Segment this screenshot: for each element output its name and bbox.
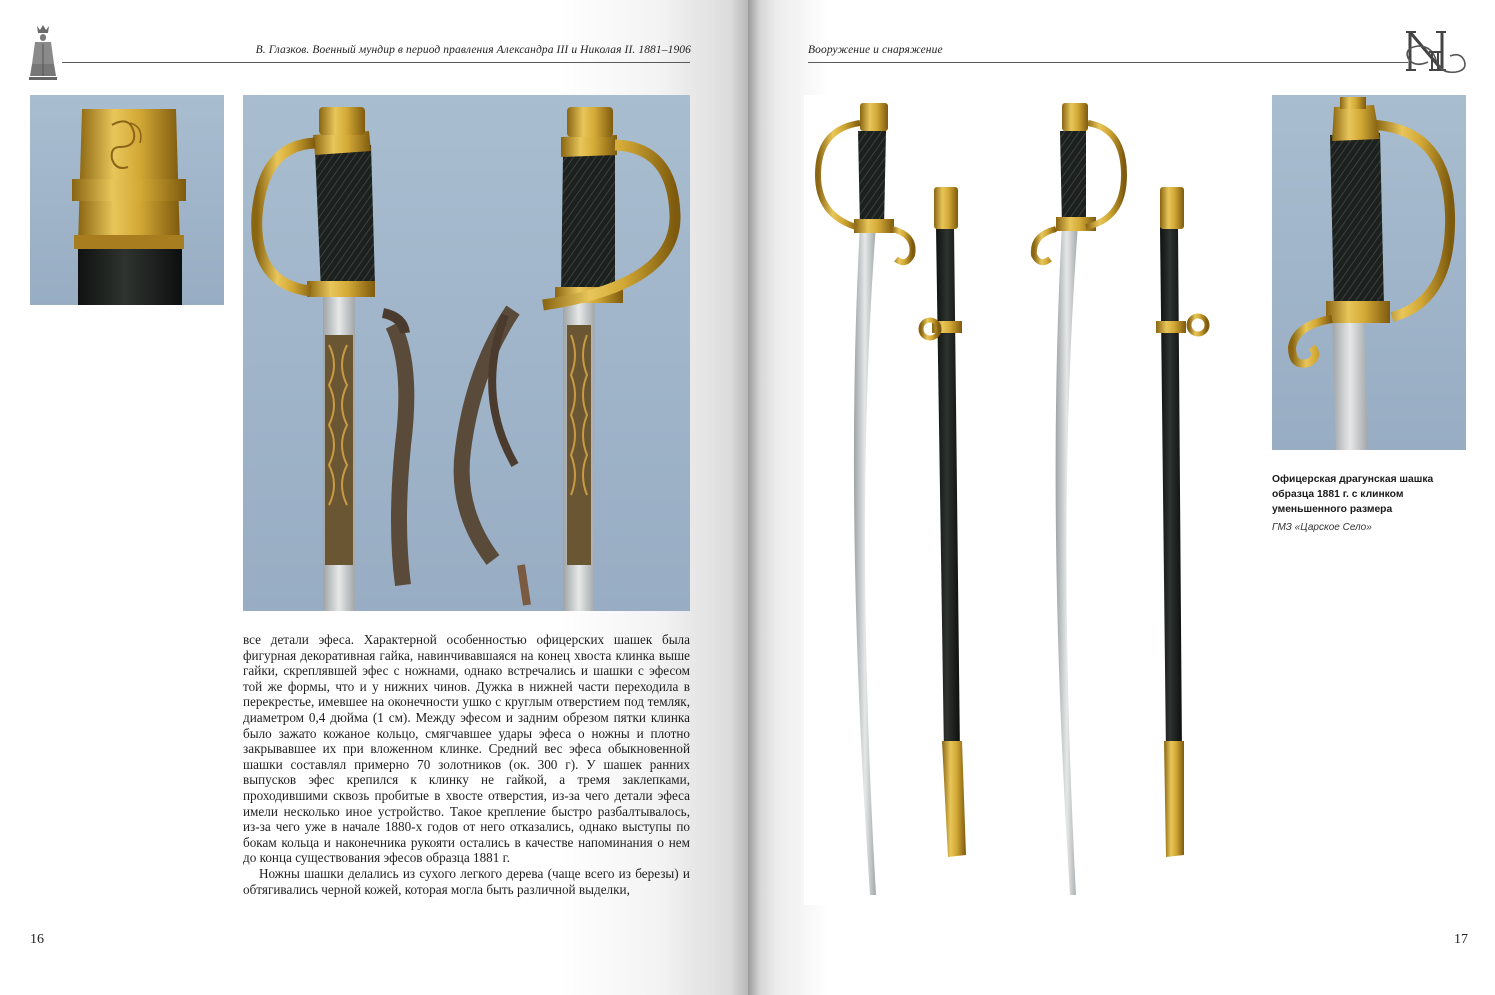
n-ii-monogram-icon	[1402, 22, 1468, 78]
swords-and-scabbards-photo	[804, 95, 1244, 905]
sword-hilts-photo	[243, 95, 690, 611]
dragoon-hilt-photo	[1272, 95, 1466, 450]
page-number-left: 16	[30, 932, 44, 947]
caption-title: Офицерская драгунская шашка образца 1881 г. с клинком уменьшенного размера	[1272, 474, 1434, 515]
scabbard-throat-photo	[30, 95, 224, 305]
body-paragraph-1: все детали эфеса. Характерной особенностью офицерских шашек была фигурная декоративная гайка, навинчивавшаяся на конец хвоста клинка выше гайки, скреплявшей эфес с ножнами, однако встречались и шашки с эфесом той же формы, что и у нижних чинов. Дужка в нижней части переходила в перекрестье, имевшее на оконечности ушко с круглым отверстием под темляк, диаметром 0,4 дюйма (1 см). Между эфесом и задним обрезом пятки клинка было зажато кожаное кольцо, смягчавшее удары эфеса о ножны и плотно закрывавшее их при вложенном клинке. Средний вес эфеса обыкновенной шашки составлял примерно 70 золотников (ок. 300 г). У шашек ранних выпусков эфес крепился к клинку не гайкой, а тремя заклепками, проходившими сквозь пробитые в хвосте отверстия, из-за чего детали эфеса имели несколько иное устройство. Такое крепление быстро разбалтывалось, из-за чего уже в начале 1880-х годов от него отказались, однако выступы по бокам кольца и наконечника рукояти остались в качестве напоминания о нем до конца существования эфесов образца 1881 г.	[243, 632, 690, 866]
header-rule-left	[62, 62, 690, 63]
body-paragraph-2: Ножны шашки делались из сухого легкого дерева (чаще всего из березы) и обтягивались черной кожей, которая могла быть различной выделки,	[243, 865, 690, 897]
running-head-right: Вооружение и снаряжение	[808, 44, 943, 56]
page-number-right: 17	[1454, 932, 1468, 947]
caption-source: ГМЗ «Царское Село»	[1272, 522, 1372, 533]
photo-caption	[1272, 472, 1472, 535]
right-page	[748, 0, 1495, 995]
crowned-figure-emblem-icon	[26, 22, 60, 82]
header-rule-right	[808, 62, 1408, 63]
body-text-left	[243, 632, 690, 897]
running-head-left: В. Глазков. Военный мундир в период правления Александра III и Николая II. 1881–1906	[255, 44, 691, 56]
